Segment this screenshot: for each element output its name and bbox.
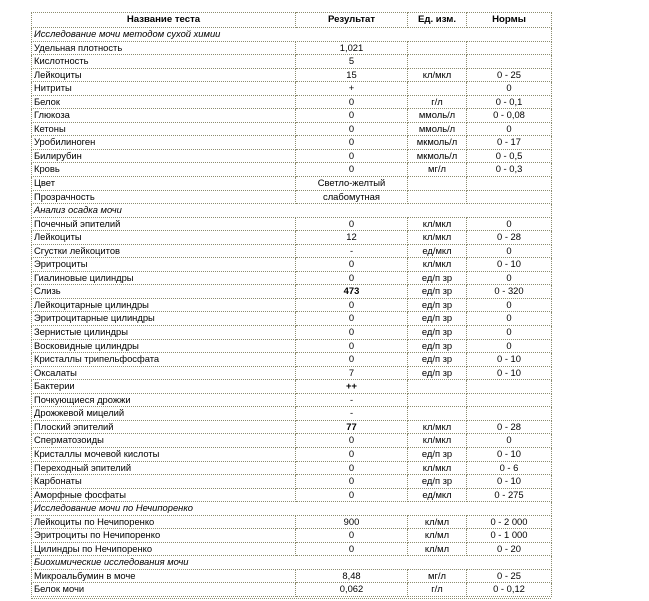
unit-cell: кл/мкл xyxy=(408,434,467,448)
test-name-cell: Прозрачность xyxy=(32,190,296,204)
result-cell: + xyxy=(296,82,408,96)
unit-cell: кл/мкл xyxy=(408,217,467,231)
test-name-cell: Кислотность xyxy=(32,55,296,69)
unit-cell: ед/мкл xyxy=(408,488,467,502)
header-norm: Нормы xyxy=(467,13,552,28)
test-name-cell: Кетоны xyxy=(32,122,296,136)
table-row xyxy=(32,285,552,299)
test-name-cell: Билирубин xyxy=(32,149,296,163)
table-row xyxy=(32,407,552,421)
header-test-name: Название теста xyxy=(32,13,296,28)
header-unit: Ед. изм. xyxy=(408,13,467,28)
norm-cell: 0 xyxy=(467,244,552,258)
unit-cell xyxy=(408,380,467,394)
unit-cell: г/л xyxy=(408,95,467,109)
table-row xyxy=(32,475,552,489)
unit-cell: мг/л xyxy=(408,163,467,177)
norm-cell: 0 - 0,1 xyxy=(467,95,552,109)
table-row xyxy=(32,353,552,367)
norm-cell: 0 - 20 xyxy=(467,542,552,556)
norm-cell: 0 - 6 xyxy=(467,461,552,475)
unit-cell: ед/п зр xyxy=(408,312,467,326)
test-name-cell: Лейкоциты xyxy=(32,68,296,82)
result-cell: 0 xyxy=(296,122,408,136)
table-row xyxy=(32,366,552,380)
test-name-cell: Лейкоциты по Нечипоренко xyxy=(32,515,296,529)
result-cell: 0 xyxy=(296,271,408,285)
section-title: Биохимические исследования мочи xyxy=(32,556,552,570)
test-name-cell: Лейкоциты xyxy=(32,231,296,245)
test-name-cell: Переходный эпителий xyxy=(32,461,296,475)
result-cell: 1,021 xyxy=(296,41,408,55)
unit-cell: ед/п зр xyxy=(408,339,467,353)
test-name-cell: Цвет xyxy=(32,177,296,191)
norm-cell xyxy=(467,407,552,421)
unit-cell: мкмоль/л xyxy=(408,136,467,150)
header-result: Результат xyxy=(296,13,408,28)
result-cell: 0 xyxy=(296,149,408,163)
result-cell: 77 xyxy=(296,420,408,434)
unit-cell: кл/мкл xyxy=(408,68,467,82)
unit-cell: кл/мл xyxy=(408,529,467,543)
test-name-cell: Кристаллы трипельфосфата xyxy=(32,353,296,367)
test-name-cell: Бактерии xyxy=(32,380,296,394)
table-row xyxy=(32,244,552,258)
test-name-cell: Эритроциты xyxy=(32,258,296,272)
unit-cell: ед/п зр xyxy=(408,353,467,367)
table-row xyxy=(32,149,552,163)
section-header-row xyxy=(32,204,552,218)
table-row xyxy=(32,95,552,109)
result-cell: 0 xyxy=(296,298,408,312)
table-row xyxy=(32,420,552,434)
test-name-cell: Дрожжевой мицелий xyxy=(32,407,296,421)
norm-cell: 0 - 17 xyxy=(467,136,552,150)
result-cell: 900 xyxy=(296,515,408,529)
result-cell: 0 xyxy=(296,163,408,177)
test-name-cell: Нитриты xyxy=(32,82,296,96)
result-cell: 0 xyxy=(296,217,408,231)
result-cell: - xyxy=(296,393,408,407)
unit-cell: мг/л xyxy=(408,569,467,583)
unit-cell: ммоль/л xyxy=(408,109,467,123)
urinalysis-results-table xyxy=(31,12,552,597)
norm-cell: 0 xyxy=(467,434,552,448)
test-name-cell: Эритроцитарные цилиндры xyxy=(32,312,296,326)
result-cell: 0 xyxy=(296,529,408,543)
test-name-cell: Уробилиноген xyxy=(32,136,296,150)
table-row xyxy=(32,122,552,136)
table-header-row xyxy=(32,13,552,28)
table-row xyxy=(32,583,552,597)
norm-cell: 0 xyxy=(467,339,552,353)
norm-cell: 0 - 28 xyxy=(467,231,552,245)
table-row xyxy=(32,326,552,340)
result-cell: 0 xyxy=(296,258,408,272)
norm-cell: 0 xyxy=(467,312,552,326)
result-cell: 473 xyxy=(296,285,408,299)
norm-cell: 0 xyxy=(467,82,552,96)
section-title: Исследование мочи по Нечипоренко xyxy=(32,502,552,516)
result-cell: 15 xyxy=(296,68,408,82)
table-row xyxy=(32,231,552,245)
test-name-cell: Восковидные цилиндры xyxy=(32,339,296,353)
table-row xyxy=(32,82,552,96)
result-cell: слабомутная xyxy=(296,190,408,204)
norm-cell: 0 - 0,12 xyxy=(467,583,552,597)
norm-cell: 0 - 10 xyxy=(467,447,552,461)
test-name-cell: Цилиндры по Нечипоренко xyxy=(32,542,296,556)
table-row xyxy=(32,461,552,475)
norm-cell: 0 - 275 xyxy=(467,488,552,502)
test-name-cell: Сперматозоиды xyxy=(32,434,296,448)
norm-cell: 0 - 0,08 xyxy=(467,109,552,123)
table-row xyxy=(32,55,552,69)
unit-cell: кл/мкл xyxy=(408,231,467,245)
test-name-cell: Микроальбумин в моче xyxy=(32,569,296,583)
test-name-cell: Эритроциты по Нечипоренко xyxy=(32,529,296,543)
norm-cell: 0 - 0,3 xyxy=(467,163,552,177)
result-cell: 12 xyxy=(296,231,408,245)
norm-cell: 0 - 2 000 xyxy=(467,515,552,529)
norm-cell: 0 - 1 000 xyxy=(467,529,552,543)
table-row xyxy=(32,41,552,55)
table-row xyxy=(32,393,552,407)
unit-cell: кл/мл xyxy=(408,515,467,529)
unit-cell: ед/п зр xyxy=(408,447,467,461)
table-row xyxy=(32,488,552,502)
result-cell: 0 xyxy=(296,542,408,556)
unit-cell: кл/мл xyxy=(408,542,467,556)
unit-cell xyxy=(408,55,467,69)
result-cell: - xyxy=(296,407,408,421)
unit-cell: кл/мкл xyxy=(408,461,467,475)
unit-cell xyxy=(408,177,467,191)
norm-cell: 0 - 25 xyxy=(467,68,552,82)
unit-cell: ммоль/л xyxy=(408,122,467,136)
result-cell: 0 xyxy=(296,109,408,123)
norm-cell: 0 - 10 xyxy=(467,366,552,380)
result-cell: 0 xyxy=(296,434,408,448)
norm-cell: 0 - 28 xyxy=(467,420,552,434)
table-row xyxy=(32,271,552,285)
table-row xyxy=(32,569,552,583)
test-name-cell: Кристаллы мочевой кислоты xyxy=(32,447,296,461)
table-row xyxy=(32,447,552,461)
result-cell: 0 xyxy=(296,312,408,326)
norm-cell: 0 xyxy=(467,298,552,312)
table-row xyxy=(32,529,552,543)
table-row xyxy=(32,515,552,529)
test-name-cell: Удельная плотность xyxy=(32,41,296,55)
result-cell: 0 xyxy=(296,353,408,367)
test-name-cell: Лейкоцитарные цилиндры xyxy=(32,298,296,312)
result-cell: Светло-желтый xyxy=(296,177,408,191)
section-header-row xyxy=(32,556,552,570)
test-name-cell: Почечный эпителий xyxy=(32,217,296,231)
norm-cell: 0 xyxy=(467,271,552,285)
unit-cell: ед/мкл xyxy=(408,244,467,258)
test-name-cell: Глюкоза xyxy=(32,109,296,123)
test-name-cell: Карбонаты xyxy=(32,475,296,489)
unit-cell: г/л xyxy=(408,583,467,597)
table-row xyxy=(32,298,552,312)
result-cell: 8,48 xyxy=(296,569,408,583)
table-row xyxy=(32,339,552,353)
norm-cell: 0 - 10 xyxy=(467,475,552,489)
table-row xyxy=(32,258,552,272)
result-cell: 0 xyxy=(296,461,408,475)
norm-cell xyxy=(467,41,552,55)
table-row xyxy=(32,217,552,231)
test-name-cell: Оксалаты xyxy=(32,366,296,380)
section-title: Исследование мочи методом сухой химии xyxy=(32,28,552,42)
test-name-cell: Плоский эпителий xyxy=(32,420,296,434)
result-cell: ++ xyxy=(296,380,408,394)
table-row xyxy=(32,68,552,82)
table-row xyxy=(32,177,552,191)
unit-cell: кл/мкл xyxy=(408,258,467,272)
unit-cell: ед/п зр xyxy=(408,285,467,299)
result-cell: 0 xyxy=(296,475,408,489)
test-name-cell: Сгустки лейкоцитов xyxy=(32,244,296,258)
result-cell: 0 xyxy=(296,136,408,150)
result-cell: 0,062 xyxy=(296,583,408,597)
table-row xyxy=(32,163,552,177)
norm-cell: 0 xyxy=(467,217,552,231)
section-header-row xyxy=(32,502,552,516)
unit-cell xyxy=(408,393,467,407)
unit-cell xyxy=(408,407,467,421)
result-cell: 0 xyxy=(296,326,408,340)
result-cell: 0 xyxy=(296,447,408,461)
result-cell: 7 xyxy=(296,366,408,380)
unit-cell xyxy=(408,82,467,96)
unit-cell: ед/п зр xyxy=(408,366,467,380)
test-name-cell: Белок xyxy=(32,95,296,109)
norm-cell xyxy=(467,190,552,204)
result-cell: 5 xyxy=(296,55,408,69)
test-name-cell: Гиалиновые цилиндры xyxy=(32,271,296,285)
unit-cell: кл/мкл xyxy=(408,420,467,434)
norm-cell xyxy=(467,177,552,191)
norm-cell xyxy=(467,380,552,394)
unit-cell xyxy=(408,41,467,55)
norm-cell: 0 xyxy=(467,122,552,136)
unit-cell: мкмоль/л xyxy=(408,149,467,163)
norm-cell: 0 xyxy=(467,326,552,340)
test-name-cell: Зернистые цилиндры xyxy=(32,326,296,340)
table-row xyxy=(32,380,552,394)
test-name-cell: Белок мочи xyxy=(32,583,296,597)
result-cell: 0 xyxy=(296,339,408,353)
unit-cell xyxy=(408,190,467,204)
test-name-cell: Слизь xyxy=(32,285,296,299)
table-row xyxy=(32,434,552,448)
table-row xyxy=(32,312,552,326)
norm-cell xyxy=(467,393,552,407)
result-cell: 0 xyxy=(296,95,408,109)
norm-cell: 0 - 320 xyxy=(467,285,552,299)
test-name-cell: Кровь xyxy=(32,163,296,177)
section-title: Анализ осадка мочи xyxy=(32,204,552,218)
norm-cell: 0 - 25 xyxy=(467,569,552,583)
unit-cell: ед/п зр xyxy=(408,326,467,340)
table-row xyxy=(32,542,552,556)
table-row xyxy=(32,109,552,123)
table-body xyxy=(32,28,552,597)
section-header-row xyxy=(32,28,552,42)
test-name-cell: Аморфные фосфаты xyxy=(32,488,296,502)
norm-cell xyxy=(467,55,552,69)
unit-cell: ед/п зр xyxy=(408,475,467,489)
table-row xyxy=(32,136,552,150)
table-row xyxy=(32,190,552,204)
norm-cell: 0 - 0,5 xyxy=(467,149,552,163)
result-cell: - xyxy=(296,244,408,258)
unit-cell: ед/п зр xyxy=(408,298,467,312)
norm-cell: 0 - 10 xyxy=(467,258,552,272)
norm-cell: 0 - 10 xyxy=(467,353,552,367)
test-name-cell: Почкующиеся дрожжи xyxy=(32,393,296,407)
result-cell: 0 xyxy=(296,488,408,502)
unit-cell: ед/п зр xyxy=(408,271,467,285)
